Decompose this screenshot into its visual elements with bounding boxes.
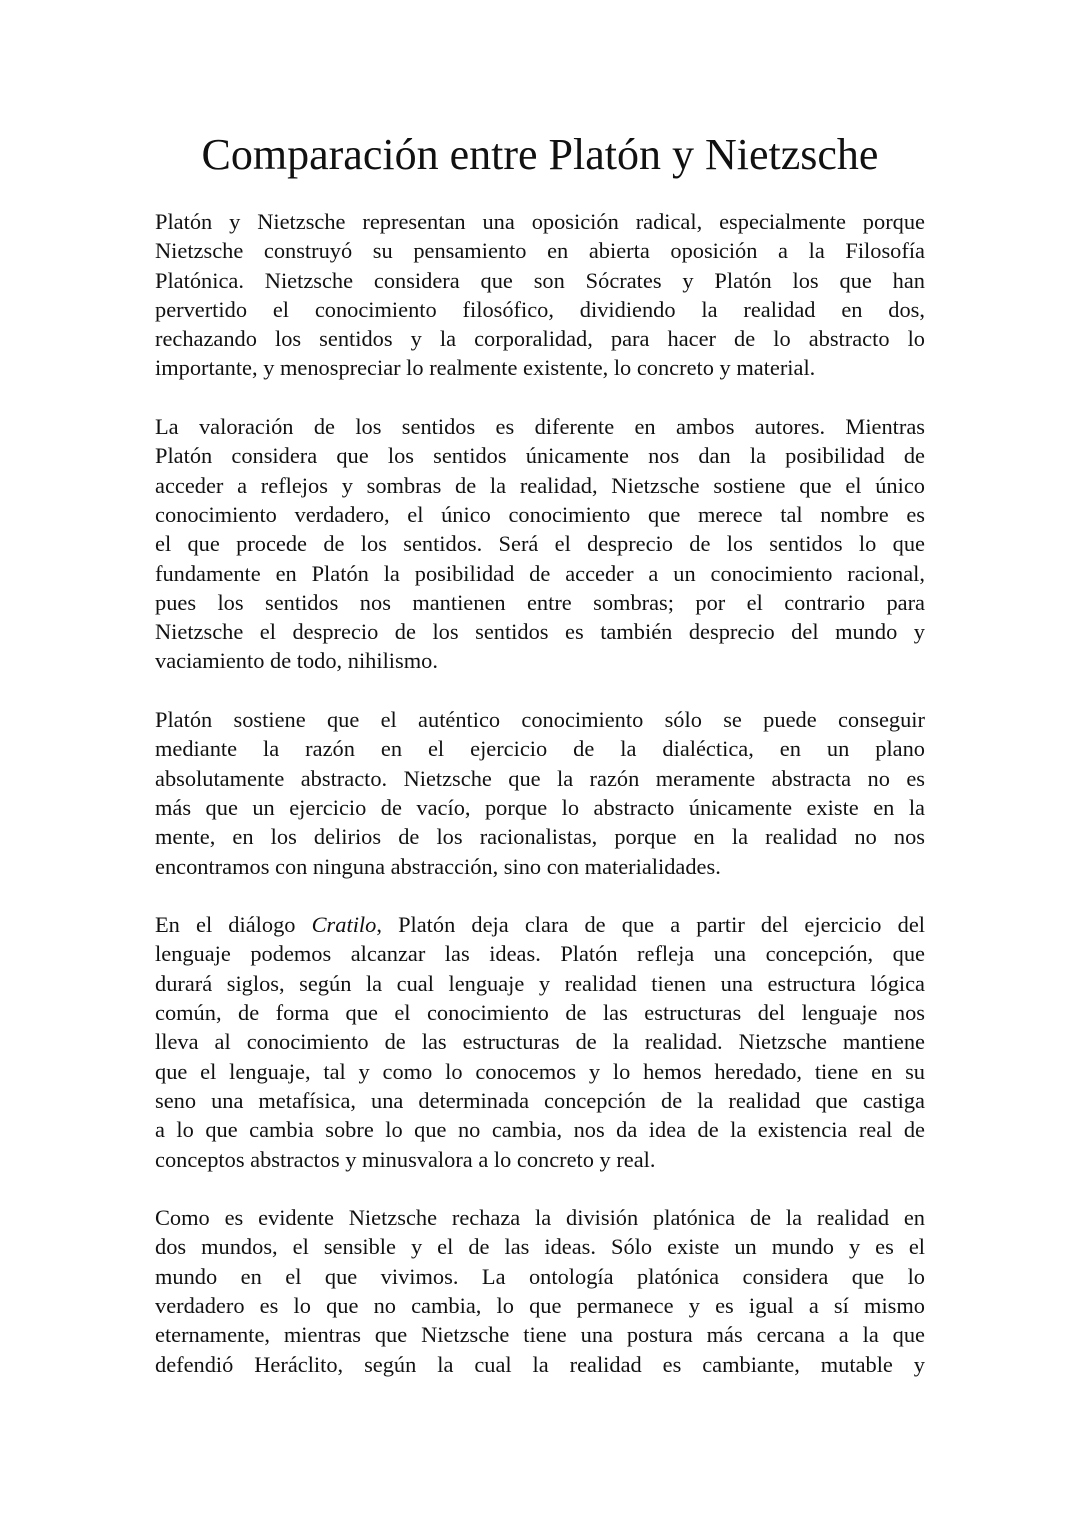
text-line: más que un ejercicio de vacío, porque lo abstracto únicamente existe en la xyxy=(155,794,925,820)
text-segment: , Platón deja clara de que a partir del ejercicio del xyxy=(376,912,925,938)
text-line: verdadero es lo que no cambia, lo que permanece y es igual a sí mismo xyxy=(155,1292,925,1318)
text-line: común, de forma que el conocimiento de las estructuras del lenguaje nos xyxy=(155,1000,925,1026)
text-line xyxy=(155,910,925,939)
text-line: lleva al conocimiento de las estructuras de la realidad. Nietzsche mantiene xyxy=(155,1029,925,1055)
text-line: eternamente, mientras que Nietzsche tiene una postura más cercana a la que xyxy=(155,1322,925,1348)
paragraph xyxy=(155,412,925,676)
text-line: fundamente en Platón la posibilidad de acceder a un conocimiento racional, xyxy=(155,560,925,586)
text-line: rechazando los sentidos y la corporalidad, para hacer de lo abstracto lo xyxy=(155,326,925,352)
text-line: Platónica. Nietzsche considera que son Sócrates y Platón los que han xyxy=(155,267,925,293)
text-line: defendió Heráclito, según la cual la realidad es cambiante, mutable y xyxy=(155,1351,925,1377)
text-line: encontramos con ninguna abstracción, sino con materialidades. xyxy=(155,853,721,879)
text-line: conocimiento verdadero, el único conocimiento que merece tal nombre es xyxy=(155,501,925,527)
text-line: mundo en el que vivimos. La ontología platónica considera que lo xyxy=(155,1263,925,1289)
text-line: Platón sostiene que el auténtico conocimiento sólo se puede conseguir xyxy=(155,707,925,733)
text-line: Nietzsche construyó su pensamiento en abierta oposición a la Filosofía xyxy=(155,238,925,264)
text-line: Nietzsche el desprecio de los sentidos es también desprecio del mundo y xyxy=(155,619,925,645)
text-line: a lo que cambia sobre lo que no cambia, nos da idea de la existencia real de xyxy=(155,1117,925,1143)
text-line: Como es evidente Nietzsche rechaza la división platónica de la realidad en xyxy=(155,1205,925,1231)
text-line: mente, en los delirios de los racionalistas, porque en la realidad no nos xyxy=(155,824,925,850)
italic-title-text: Cratilo xyxy=(311,912,377,938)
text-line: vaciamiento de todo, nihilismo. xyxy=(155,648,438,674)
text-line: el que procede de los sentidos. Será el desprecio de los sentidos lo que xyxy=(155,531,925,557)
text-segment: En el diálogo xyxy=(155,912,312,938)
document-body xyxy=(155,207,925,1408)
text-line: dos mundos, el sensible y el de las ideas. Sólo existe un mundo y es el xyxy=(155,1234,925,1260)
text-line: lenguaje podemos alcanzar las ideas. Platón refleja una concepción, que xyxy=(155,941,925,967)
text-line: seno una metafísica, una determinada concepción de la realidad que castiga xyxy=(155,1087,925,1113)
text-line: absolutamente abstracto. Nietzsche que la razón meramente abstracta no es xyxy=(155,765,925,791)
text-line: mediante la razón en el ejercicio de la dialéctica, en un plano xyxy=(155,736,925,762)
text-line: conceptos abstractos y minusvalora a lo concreto y real. xyxy=(155,1146,656,1172)
text-line: Platón y Nietzsche representan una oposición radical, especialmente porque xyxy=(155,209,925,234)
paragraph xyxy=(155,1203,925,1379)
paragraph xyxy=(155,207,925,383)
text-line: Platón considera que los sentidos únicamente nos dan la posibilidad de xyxy=(155,443,925,469)
paragraph xyxy=(155,910,925,1174)
text-line: pues los sentidos nos mantienen entre sombras; por el contrario para xyxy=(155,589,925,615)
text-line: importante, y menospreciar lo realmente existente, lo concreto y material. xyxy=(155,355,816,381)
text-line: acceder a reflejos y sombras de la realidad, Nietzsche sostiene que el único xyxy=(155,472,925,498)
text-line: que el lenguaje, tal y como lo conocemos y lo hemos heredado, tiene en su xyxy=(155,1058,925,1084)
paragraph xyxy=(155,705,925,881)
text-line: pervertido el conocimiento filosófico, dividiendo la realidad en dos, xyxy=(155,296,925,322)
document-title: Comparación entre Platón y Nietzsche xyxy=(201,130,879,179)
text-line: La valoración de los sentidos es diferente en ambos autores. Mientras xyxy=(155,414,925,440)
text-line: durará siglos, según la cual lenguaje y realidad tienen una estructura lógica xyxy=(155,970,925,996)
